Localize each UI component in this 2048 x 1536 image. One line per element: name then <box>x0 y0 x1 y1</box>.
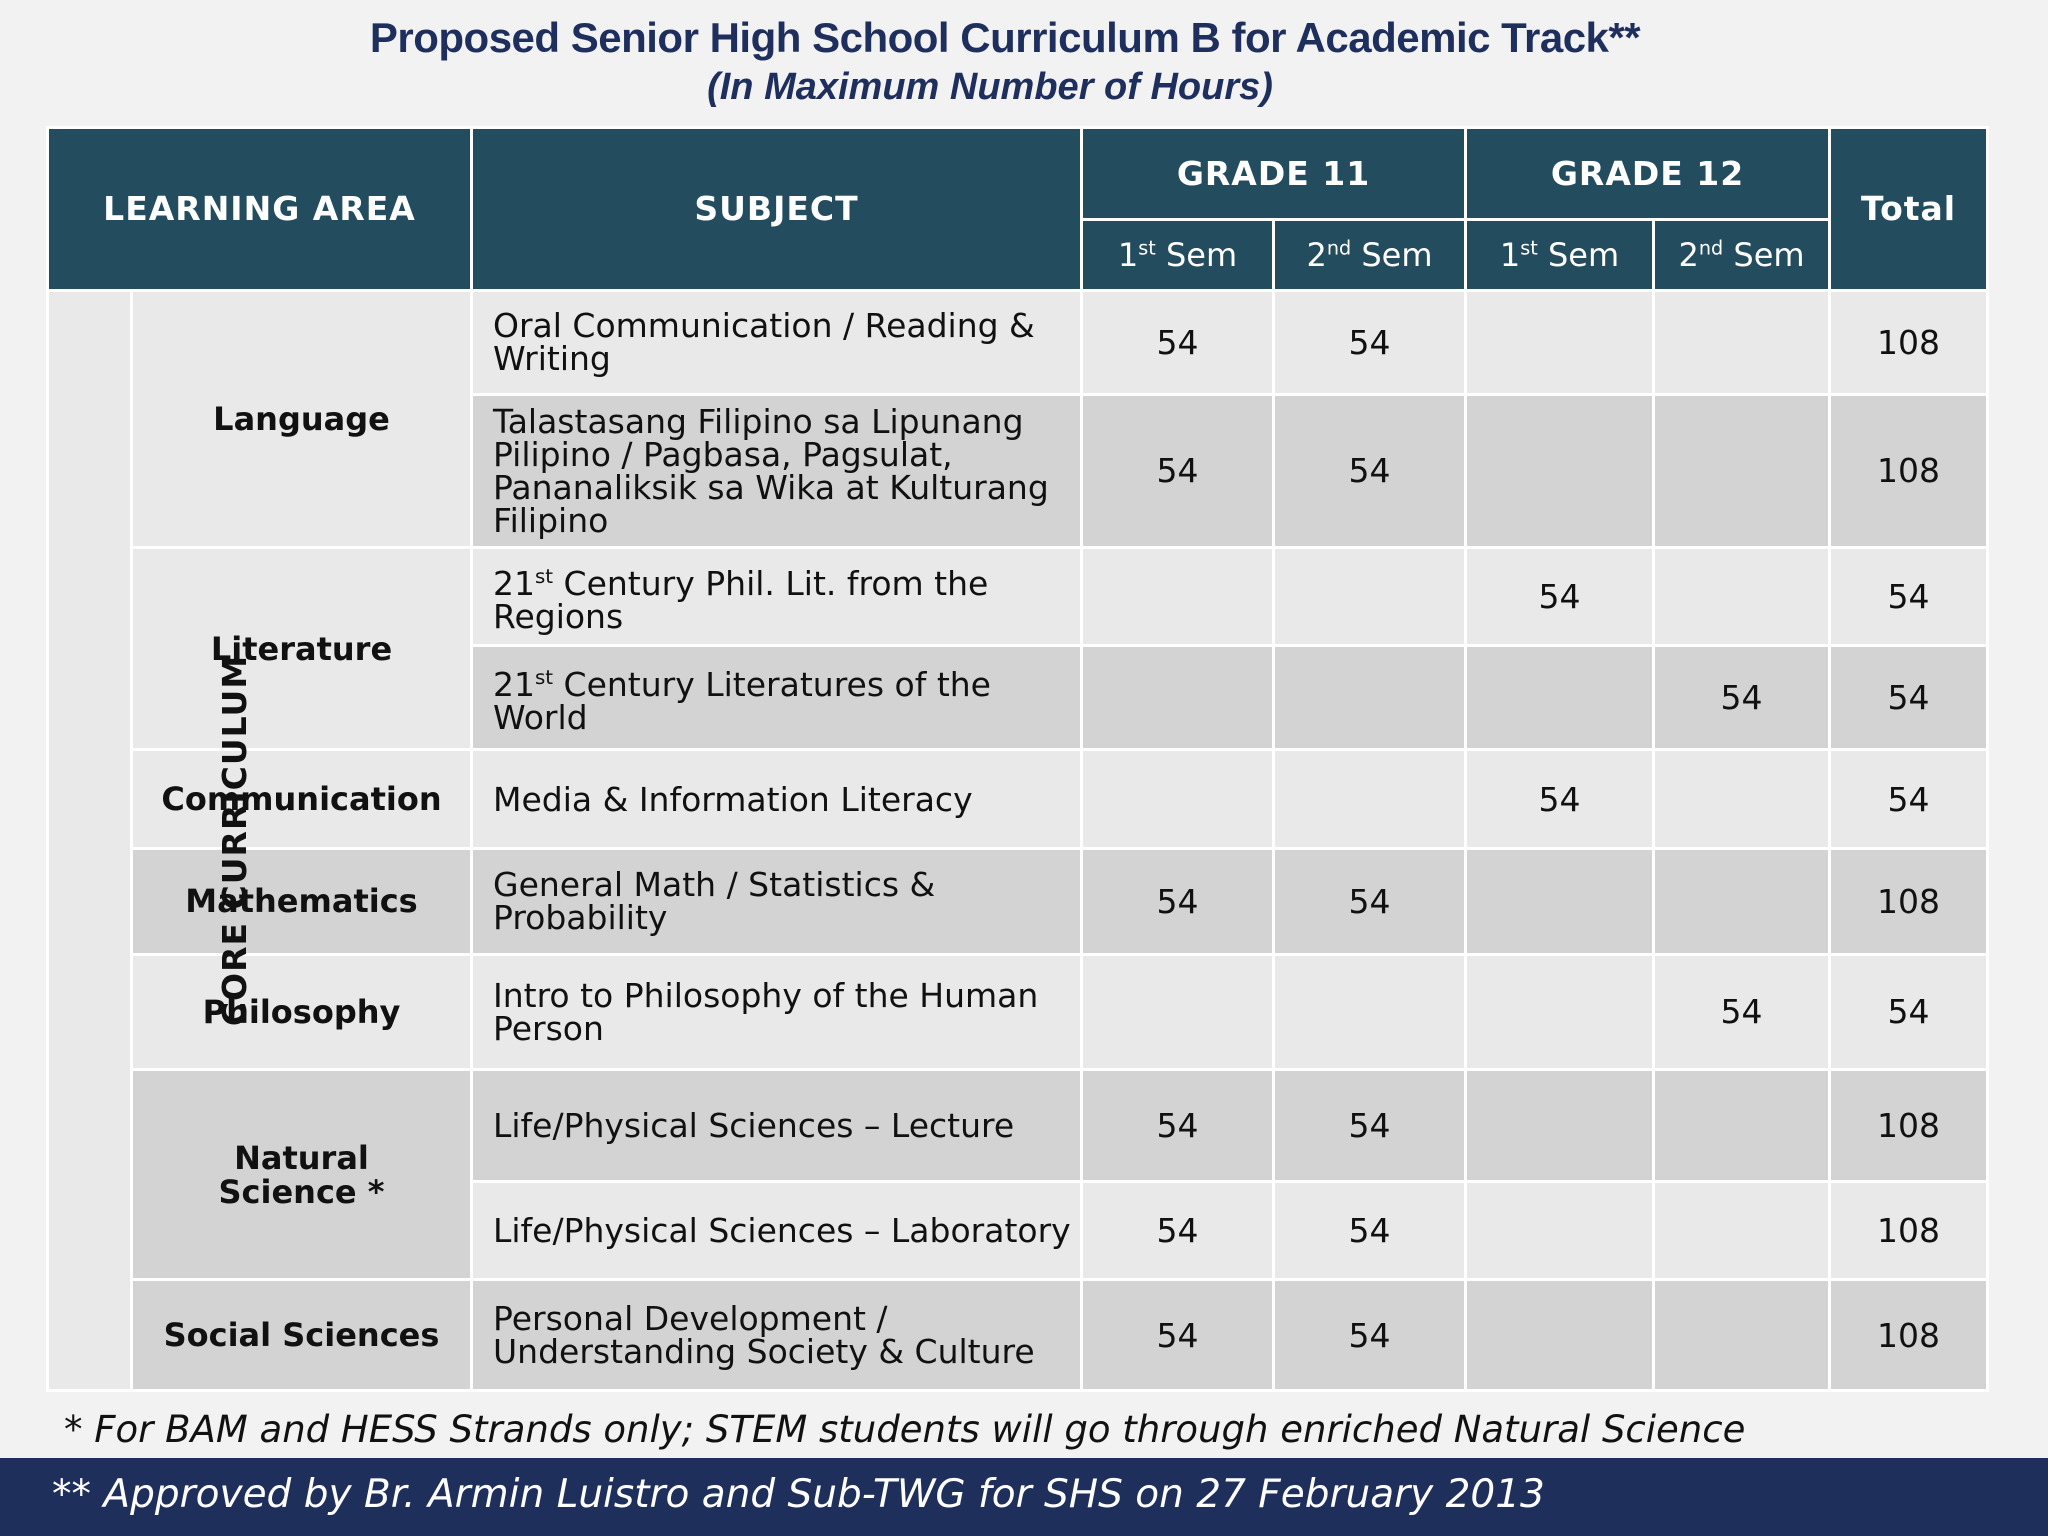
footer-bar <box>0 1458 2048 1536</box>
g11-sem2-hours: 54 <box>1274 1069 1466 1181</box>
subject-cell: Life/Physical Sciences – Laboratory <box>472 1182 1082 1280</box>
g11-sem1-hours: 54 <box>1082 848 1274 954</box>
g11-sem1-hours <box>1082 547 1274 645</box>
g12-sem1-hours <box>1466 290 1654 394</box>
table-row <box>48 1069 1988 1181</box>
grade-12-sem-1-header: 1st Sem <box>1466 220 1654 290</box>
learning-area-header: LEARNING AREA <box>48 128 472 291</box>
curriculum-table <box>46 126 1989 1392</box>
total-hours: 108 <box>1830 1182 1988 1280</box>
g12-sem1-hours <box>1466 1182 1654 1280</box>
table-row <box>48 547 1988 645</box>
g11-sem2-hours <box>1274 955 1466 1069</box>
table-row <box>48 1280 1988 1391</box>
subject-cell: Talastasang Filipino sa Lipunang Pilipino / Pagbasa, Pagsulat, Pananaliksik sa Wika at Kulturang Filipino <box>472 395 1082 548</box>
area-philosophy: Philosophy <box>132 955 472 1069</box>
g12-sem2-hours: 54 <box>1654 955 1830 1069</box>
footer-approval-note: ** Approved by Br. Armin Luistro and Sub-TWG for SHS on 27 February 2013 <box>52 1472 1545 1517</box>
g11-sem2-hours: 54 <box>1274 290 1466 394</box>
g11-sem1-hours <box>1082 955 1274 1069</box>
g12-sem1-hours: 54 <box>1466 750 1654 848</box>
g11-sem1-hours: 54 <box>1082 1182 1274 1280</box>
grade-11-sem-2-header: 2nd Sem <box>1274 220 1466 290</box>
g11-sem2-hours: 54 <box>1274 395 1466 548</box>
area-social-sciences: Social Sciences <box>132 1280 472 1391</box>
grade-11-sem-1-header: 1st Sem <box>1082 220 1274 290</box>
subject-cell: 21st Century Literatures of the World <box>472 646 1082 750</box>
subject-cell: Oral Communication / Reading & Writing <box>472 290 1082 394</box>
g12-sem2-hours <box>1654 1280 1830 1391</box>
total-hours: 108 <box>1830 395 1988 548</box>
g11-sem1-hours: 54 <box>1082 1280 1274 1391</box>
g11-sem2-hours: 54 <box>1274 1182 1466 1280</box>
g11-sem1-hours <box>1082 750 1274 848</box>
subject-cell: Media & Information Literacy <box>472 750 1082 848</box>
subject-cell: Life/Physical Sciences – Lecture <box>472 1069 1082 1181</box>
g11-sem2-hours: 54 <box>1274 1280 1466 1391</box>
total-hours: 108 <box>1830 1280 1988 1391</box>
footnote: * For BAM and HESS Strands only; STEM students will go through enriched Natural Science <box>64 1408 1746 1451</box>
page-title: Proposed Senior High School Curriculum B for Academic Track** <box>369 14 1641 61</box>
g11-sem2-hours: 54 <box>1274 848 1466 954</box>
total-header: Total <box>1830 128 1988 291</box>
g12-sem2-hours <box>1654 848 1830 954</box>
g11-sem1-hours: 54 <box>1082 290 1274 394</box>
g12-sem2-hours: 54 <box>1654 646 1830 750</box>
g11-sem2-hours <box>1274 750 1466 848</box>
grade-12-header: GRADE 12 <box>1466 128 1830 220</box>
total-hours: 54 <box>1830 646 1988 750</box>
total-hours: 54 <box>1830 750 1988 848</box>
area-mathematics: Mathematics <box>132 848 472 954</box>
subject-header: SUBJECT <box>472 128 1082 291</box>
g11-sem1-hours <box>1082 646 1274 750</box>
g12-sem1-hours <box>1466 955 1654 1069</box>
subject-cell: General Math / Statistics & Probability <box>472 848 1082 954</box>
g12-sem2-hours <box>1654 395 1830 548</box>
table-row <box>48 955 1988 1069</box>
g12-sem1-hours <box>1466 1069 1654 1181</box>
g12-sem2-hours <box>1654 290 1830 394</box>
area-language: Language <box>132 290 472 547</box>
table-row <box>48 848 1988 954</box>
total-hours: 108 <box>1830 1069 1988 1181</box>
core-curriculum-label: CORE CURRICULUM <box>48 290 132 1390</box>
area-communication: Communication <box>132 750 472 848</box>
total-hours: 108 <box>1830 290 1988 394</box>
total-hours: 108 <box>1830 848 1988 954</box>
g11-sem2-hours <box>1274 547 1466 645</box>
area-natural-science: Natural Science * <box>132 1069 472 1280</box>
g12-sem1-hours <box>1466 646 1654 750</box>
area-literature: Literature <box>132 547 472 750</box>
g12-sem1-hours <box>1466 848 1654 954</box>
table-row <box>48 750 1988 848</box>
g12-sem2-hours <box>1654 1182 1830 1280</box>
subject-cell: Intro to Philosophy of the Human Person <box>472 955 1082 1069</box>
g12-sem2-hours <box>1654 1069 1830 1181</box>
grade-11-header: GRADE 11 <box>1082 128 1466 220</box>
g12-sem1-hours <box>1466 1280 1654 1391</box>
total-hours: 54 <box>1830 955 1988 1069</box>
page-subtitle: (In Maximum Number of Hours) <box>707 66 1273 108</box>
subject-cell: Personal Development / Understanding Society & Culture <box>472 1280 1082 1391</box>
g11-sem2-hours <box>1274 646 1466 750</box>
g12-sem1-hours: 54 <box>1466 547 1654 645</box>
g12-sem2-hours <box>1654 547 1830 645</box>
g12-sem1-hours <box>1466 395 1654 548</box>
total-hours: 54 <box>1830 547 1988 645</box>
table-row <box>48 290 1988 394</box>
subject-cell: 21st Century Phil. Lit. from the Regions <box>472 547 1082 645</box>
g11-sem1-hours: 54 <box>1082 395 1274 548</box>
g11-sem1-hours: 54 <box>1082 1069 1274 1181</box>
grade-12-sem-2-header: 2nd Sem <box>1654 220 1830 290</box>
g12-sem2-hours <box>1654 750 1830 848</box>
